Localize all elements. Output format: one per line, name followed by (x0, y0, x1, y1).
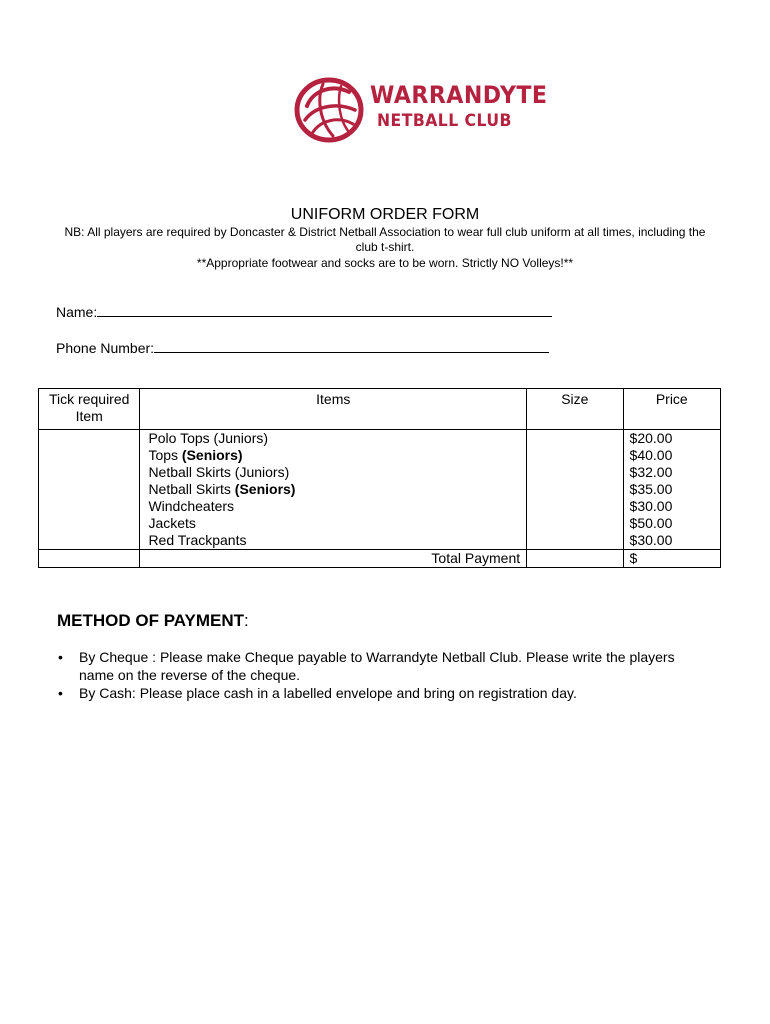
price-cell: $40.00 (623, 447, 720, 464)
table-row (39, 515, 721, 532)
name-label: Name: (56, 304, 98, 320)
payment-methods-list (57, 648, 697, 702)
total-label: Total Payment (140, 550, 527, 568)
tick-checkbox-cell[interactable] (39, 515, 140, 532)
size-cell[interactable] (527, 532, 623, 550)
header-items: Items (140, 389, 527, 430)
size-cell[interactable] (527, 430, 623, 448)
table-header-row (39, 389, 721, 430)
item-name (140, 532, 527, 550)
tick-checkbox-cell[interactable] (39, 481, 140, 498)
item-label: Jackets (148, 515, 196, 531)
item-label: Windcheaters (148, 498, 235, 514)
size-cell[interactable] (527, 515, 623, 532)
tick-checkbox-cell[interactable] (39, 430, 140, 448)
phone-field[interactable] (56, 337, 549, 357)
item-label: Netball Skirts (Juniors) (148, 464, 290, 480)
price-cell: $32.00 (623, 464, 720, 481)
item-name (140, 464, 527, 481)
payment-heading-text: METHOD OF PAYMENT (57, 611, 245, 630)
item-label: Tops (148, 447, 182, 463)
size-cell[interactable] (527, 481, 623, 498)
total-size-cell (527, 550, 623, 568)
price-cell: $30.00 (623, 498, 720, 515)
price-cell: $20.00 (623, 430, 720, 448)
table-row (39, 430, 721, 448)
item-category: (Seniors) (234, 481, 296, 497)
total-row (39, 550, 721, 568)
nb-notice: NB: All players are required by Doncaster & District Netball Association to wear full club uniform at all times, including the club t-shirt. (64, 225, 706, 254)
bullet-icon: • (58, 649, 63, 665)
logo-title: WARRANDYTE (370, 81, 548, 109)
table-row (39, 464, 721, 481)
table-row (39, 532, 721, 550)
bullet-icon: • (58, 685, 63, 701)
netball-swirl-icon (293, 76, 365, 144)
table-row (39, 498, 721, 515)
name-field[interactable] (56, 301, 552, 321)
form-title: UNIFORM ORDER FORM (290, 206, 480, 223)
size-cell[interactable] (527, 498, 623, 515)
tick-checkbox-cell[interactable] (39, 447, 140, 464)
price-cell: $35.00 (623, 481, 720, 498)
item-label: Netball Skirts (148, 481, 235, 497)
phone-label: Phone Number: (56, 340, 155, 356)
club-logo (293, 76, 568, 144)
item-category: (Seniors) (181, 447, 243, 463)
price-cell: $30.00 (623, 532, 720, 550)
list-item (57, 684, 697, 702)
tick-checkbox-cell[interactable] (39, 498, 140, 515)
phone-input-line[interactable] (154, 337, 549, 353)
payment-cash-text: By Cash: Please place cash in a labelled envelope and bring on registration day. (79, 685, 577, 701)
payment-cheque-text: By Cheque : Please make Cheque payable to Warrandyte Netball Club. Please write the players name on the reverse of the cheque. (79, 649, 675, 683)
table-row (39, 447, 721, 464)
list-item (57, 648, 697, 684)
header-size: Size (527, 389, 623, 430)
size-cell[interactable] (527, 464, 623, 481)
tick-checkbox-cell[interactable] (39, 464, 140, 481)
item-name (140, 447, 527, 464)
item-label: Polo Tops (Juniors) (148, 430, 269, 446)
name-input-line[interactable] (97, 301, 552, 317)
item-name (140, 481, 527, 498)
item-name (140, 430, 527, 448)
tick-checkbox-cell[interactable] (39, 532, 140, 550)
logo-subtitle: NETBALL CLUB (377, 111, 512, 131)
footwear-notice: **Appropriate footwear and socks are to be worn. Strictly NO Volleys!** (196, 256, 574, 270)
table-row (39, 481, 721, 498)
payment-heading-colon: : (244, 611, 249, 630)
size-cell[interactable] (527, 447, 623, 464)
item-name (140, 515, 527, 532)
order-table (38, 388, 721, 568)
total-value[interactable]: $ (623, 550, 720, 568)
item-label: Red Trackpants (148, 532, 247, 548)
header-price: Price (623, 389, 720, 430)
item-name (140, 498, 527, 515)
price-cell: $50.00 (623, 515, 720, 532)
payment-heading (57, 610, 249, 632)
header-tick: Tick required Item (39, 389, 140, 430)
total-tick-cell (39, 550, 140, 568)
